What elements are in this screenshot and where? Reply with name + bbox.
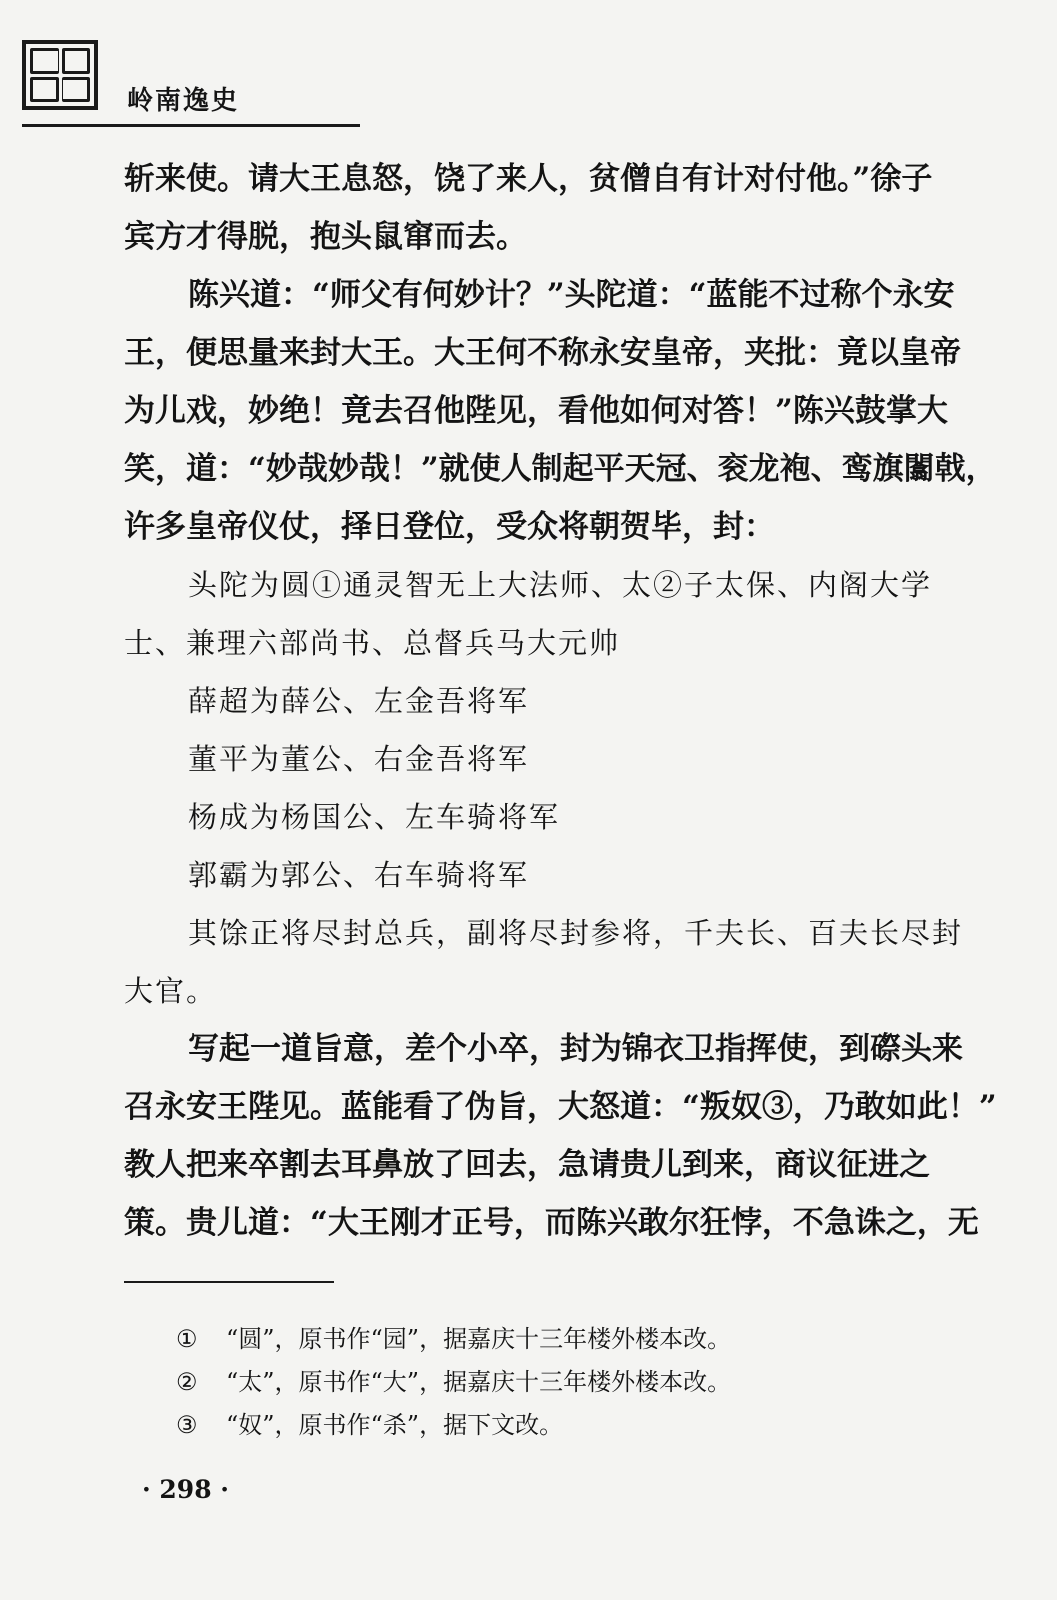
body-text <box>124 150 997 1252</box>
text-line: 写起一道旨意，差个小卒，封为锦衣卫指挥使，到磜头来 <box>188 1031 963 1067</box>
text-line: 笑，道：“妙哉妙哉！”就使人制起平天冠、衮龙袍、鸾旗闟戟， <box>124 451 997 487</box>
page-number: · 298 · <box>142 1475 229 1504</box>
text-line: 召永安王陛见。蓝能看了伪旨，大怒道：“叛奴③，乃敢如此！” <box>124 1089 997 1125</box>
footnotes <box>176 1318 956 1447</box>
footnote-mark: ③ <box>176 1411 198 1439</box>
footnote-text: “太”，原书作“大”，据嘉庆十三年楼外楼本改。 <box>226 1368 732 1396</box>
footnote-text: “圆”，原书作“园”，据嘉庆十三年楼外楼本改。 <box>226 1325 732 1353</box>
seal-logo <box>22 40 98 110</box>
text-line: 教人把来卒割去耳鼻放了回去，急请贵儿到来，商议征进之 <box>124 1147 930 1183</box>
text-line: 薛超为薛公、左金吾将军 <box>188 684 530 718</box>
text-line: 斩来使。请大王息怒，饶了来人，贫僧自有计对付他。”徐子 <box>124 161 933 197</box>
text-line: 郭霸为郭公、右车骑将军 <box>188 858 530 892</box>
text-line: 王，便思量来封大王。大王何不称永安皇帝，夹批：竟以皇帝 <box>124 335 961 371</box>
footnote-item <box>176 1361 956 1404</box>
text-line: 杨成为杨国公、左车骑将军 <box>188 800 561 834</box>
footnote-rule <box>124 1281 334 1283</box>
text-line: 大官。 <box>124 974 218 1008</box>
footnote-text: “奴”，原书作“杀”，据下文改。 <box>226 1411 564 1439</box>
text-line: 策。贵儿道：“大王刚才正号，而陈兴敢尔狂悖，不急诛之，无 <box>124 1205 979 1241</box>
text-line: 士、兼理六部尚书、总督兵马大元帅 <box>124 626 621 660</box>
text-line: 董平为董公、右金吾将军 <box>188 742 530 776</box>
text-line: 宾方才得脱，抱头鼠窜而去。 <box>124 219 527 255</box>
text-line: 头陀为圆①通灵智无上大法师、太②子太保、内阁大学 <box>188 568 933 602</box>
footnote-item <box>176 1404 956 1447</box>
text-line: 为儿戏，妙绝！竟去召他陛见，看他如何对答！”陈兴鼓掌大 <box>124 393 948 429</box>
text-line: 陈兴道：“师父有何妙计？”头陀道：“蓝能不过称个永安 <box>188 277 955 313</box>
text-line: 其馀正将尽封总兵，副将尽封参将，千夫长、百夫长尽封 <box>188 916 964 950</box>
text-line: 许多皇帝仪仗，择日登位，受众将朝贺毕，封： <box>124 509 775 545</box>
footnote-mark: ② <box>176 1368 198 1396</box>
running-head: 岭南逸史 <box>127 86 240 116</box>
footnote-mark: ① <box>176 1325 198 1353</box>
header-rule <box>22 124 360 127</box>
footnote-item <box>176 1318 956 1361</box>
